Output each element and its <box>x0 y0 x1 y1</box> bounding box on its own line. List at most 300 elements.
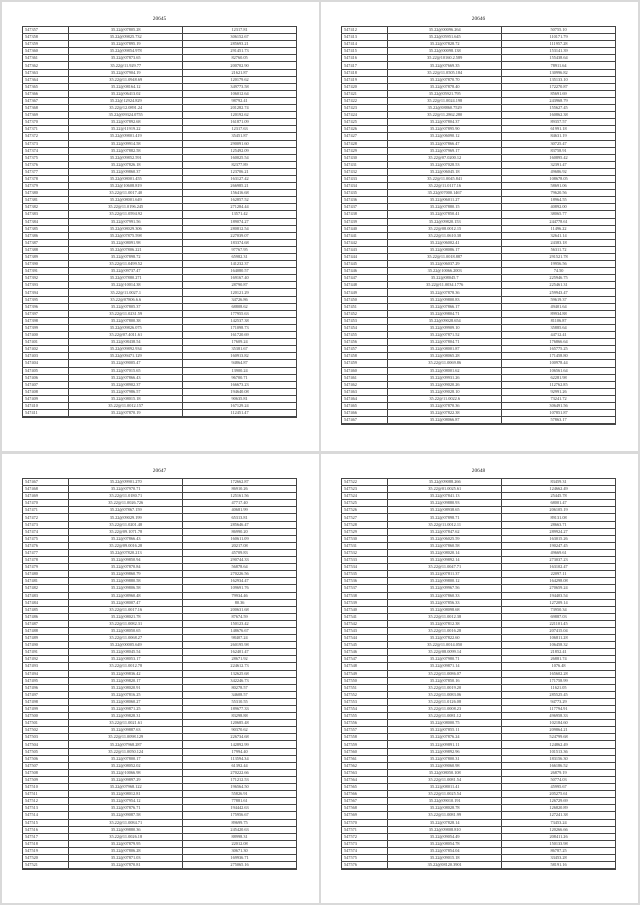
cell-id: 547499 <box>23 706 69 713</box>
cell-id: 547495 <box>23 677 69 684</box>
cell-amount: 65313.81 <box>183 514 297 521</box>
cell-coordinate: 35.22@08.0012.15 <box>388 225 502 232</box>
cell-amount: 92991.26 <box>502 388 616 395</box>
cell-amount: 291451.73 <box>183 48 297 55</box>
table-row <box>23 599 297 606</box>
cell-id: 547423 <box>342 105 388 112</box>
cell-amount: 225461.31 <box>502 282 616 289</box>
table-row <box>23 571 297 578</box>
cell-amount: 196564.50 <box>183 784 297 791</box>
cell-amount: 124662.49 <box>502 486 616 493</box>
table-row <box>342 649 616 656</box>
cell-amount: 289924.27 <box>502 528 616 535</box>
cell-coordinate: 35.22@07876.24 <box>388 734 502 741</box>
cell-id: 547527 <box>342 514 388 521</box>
table-row <box>23 232 297 239</box>
cell-coordinate: 35.22@11.0084.71 <box>69 819 183 826</box>
cell-id: 547378 <box>23 175 69 182</box>
cell-coordinate: 35.22@08164.12 <box>69 83 183 90</box>
cell-amount: 120121.29 <box>183 289 297 296</box>
cell-amount: 163102.47 <box>502 564 616 571</box>
cell-coordinate: 35.22@07980.71 <box>388 656 502 663</box>
cell-id: 547513 <box>23 805 69 812</box>
cell-coordinate: 35.22@09825.732 <box>69 34 183 41</box>
table-row <box>342 197 616 204</box>
cell-id: 547360 <box>23 48 69 55</box>
table-row <box>342 606 616 613</box>
cell-coordinate: 35.22@07811.37 <box>388 571 502 578</box>
table-row <box>342 599 616 606</box>
table-row <box>342 97 616 104</box>
cell-id: 547487 <box>23 620 69 627</box>
cell-id: 547406 <box>23 374 69 381</box>
table-row <box>342 557 616 564</box>
cell-amount: 126729.69 <box>502 798 616 805</box>
table-row <box>23 34 297 41</box>
table-row <box>23 140 297 147</box>
cell-coordinate: 35.22@07841.13 <box>388 493 502 500</box>
cell-coordinate: 35.22@08021.78 <box>69 613 183 620</box>
table-row <box>342 161 616 168</box>
table-row <box>23 635 297 642</box>
cell-amount: 111957.28 <box>502 41 616 48</box>
data-table <box>341 478 616 869</box>
cell-amount: 13571.42 <box>183 211 297 218</box>
cell-id: 547402 <box>23 346 69 353</box>
table-row <box>342 62 616 69</box>
cell-id: 547462 <box>342 381 388 388</box>
cell-id: 547379 <box>23 183 69 190</box>
cell-coordinate: 35.22@11.0083.06 <box>388 691 502 698</box>
cell-coordinate: 35.22@06045.18 <box>388 168 502 175</box>
cell-id: 547560 <box>342 748 388 755</box>
table-row <box>342 41 616 48</box>
cell-amount: 112451.47 <box>183 410 297 417</box>
cell-id: 547489 <box>23 635 69 642</box>
table-row <box>342 168 616 175</box>
cell-coordinate: 35.22@07866.17 <box>388 303 502 310</box>
cell-id: 547543 <box>342 627 388 634</box>
cell-id: 547428 <box>342 140 388 147</box>
cell-id: 547490 <box>23 642 69 649</box>
table-row <box>23 713 297 720</box>
cell-id: 547531 <box>342 542 388 549</box>
sheet-title: 20645 <box>152 16 167 22</box>
cell-amount: 135133.10 <box>502 76 616 83</box>
cell-id: 547417 <box>342 62 388 69</box>
cell-amount: 349773.58 <box>183 83 297 90</box>
cell-coordinate: 35.22@07970.71 <box>69 486 183 493</box>
table-row <box>342 310 616 317</box>
table-row <box>342 642 616 649</box>
table-row <box>342 147 616 154</box>
cell-id: 547416 <box>342 55 388 62</box>
cell-amount: 89357.57 <box>502 119 616 126</box>
cell-coordinate: 35.22@07805.28 <box>69 27 183 34</box>
cell-id: 547535 <box>342 571 388 578</box>
cell-amount: 58691.06 <box>502 183 616 190</box>
cell-coordinate: 35.22@09892.96 <box>388 748 502 755</box>
cell-coordinate: 35.22@07812.38 <box>388 620 502 627</box>
table-row <box>23 261 297 268</box>
table-row <box>342 862 616 869</box>
table-row <box>342 656 616 663</box>
cell-coordinate: 35.22@09028.654 <box>388 317 502 324</box>
cell-id: 547529 <box>342 528 388 535</box>
cell-coordinate: 35.22@01.0025.61 <box>388 486 502 493</box>
cell-amount: 306152.67 <box>183 34 297 41</box>
cell-coordinate: 35.22@11.0196.245 <box>69 204 183 211</box>
cell-coordinate: 35.22@11.0026.18 <box>69 833 183 840</box>
table-row <box>342 833 616 840</box>
cell-id: 547501 <box>23 720 69 727</box>
cell-coordinate: 35.22@07669.35 <box>388 62 502 69</box>
cell-coordinate: 35.22@08860.7529 <box>388 105 502 112</box>
table-row <box>23 346 297 353</box>
cell-amount: 24383.18 <box>502 239 616 246</box>
cell-coordinate: 35.22@08001.649 <box>69 197 183 204</box>
cell-coordinate: 35.22@09931.26 <box>388 374 502 381</box>
cell-id: 547385 <box>23 225 69 232</box>
cell-coordinate: 35.22@08960.48 <box>69 592 183 599</box>
cell-coordinate: 35.22@07855.11 <box>388 727 502 734</box>
cell-amount: 113594.34 <box>183 755 297 762</box>
cell-coordinate: 35.22@08020.91 <box>69 684 183 691</box>
data-table <box>22 26 297 417</box>
cell-amount: 205275.61 <box>502 791 616 798</box>
cell-id: 547388 <box>23 246 69 253</box>
table-row <box>23 190 297 197</box>
cell-coordinate: 35.22@07880.15 <box>388 204 502 211</box>
cell-coordinate: 35.22@09800.12 <box>388 578 502 585</box>
cell-id: 547528 <box>342 521 388 528</box>
cell-coordinate: 35.22@07870.84 <box>69 564 183 571</box>
cell-id: 547368 <box>23 105 69 112</box>
cell-amount: 189677.33 <box>183 706 297 713</box>
table-row <box>342 367 616 374</box>
cell-coordinate: 35.22@08001.455 <box>69 175 183 182</box>
table-row <box>342 183 616 190</box>
cell-id: 547453 <box>342 317 388 324</box>
table-row <box>23 197 297 204</box>
cell-id: 547517 <box>23 833 69 840</box>
cell-coordinate: 35.22@08001.62 <box>388 367 502 374</box>
table-row <box>342 762 616 769</box>
table-row <box>342 741 616 748</box>
cell-amount: 55826.91 <box>183 791 297 798</box>
cell-amount: 259943.47 <box>502 289 616 296</box>
cell-coordinate: 35.22@08000.75 <box>388 720 502 727</box>
cell-id: 547496 <box>23 684 69 691</box>
cell-id: 547558 <box>342 734 388 741</box>
cell-coordinate: 35.22@09808.810 <box>388 826 502 833</box>
cell-coordinate: 35.22@07870.36 <box>388 402 502 409</box>
cell-id: 547488 <box>23 627 69 634</box>
cell-amount: 169936.71 <box>183 854 297 861</box>
table-row <box>23 585 297 592</box>
cell-coordinate: 35.22@07986.57 <box>69 388 183 395</box>
cell-id: 547507 <box>23 762 69 769</box>
cell-amount: 102184.60 <box>502 720 616 727</box>
cell-amount: 175956.67 <box>183 812 297 819</box>
cell-id: 547454 <box>342 324 388 331</box>
cell-coordinate: 35.22@07870.19 <box>69 410 183 417</box>
cell-amount: 56311.72 <box>502 246 616 253</box>
cell-id: 547574 <box>342 847 388 854</box>
cell-coordinate: 35.22@07873.65 <box>69 55 183 62</box>
cell-id: 547372 <box>23 133 69 140</box>
table-row <box>23 840 297 847</box>
table-row <box>342 417 616 424</box>
table-row <box>342 410 616 417</box>
cell-id: 547478 <box>23 557 69 564</box>
cell-id: 547458 <box>342 353 388 360</box>
cell-id: 547420 <box>342 83 388 90</box>
cell-coordinate: 35.22@09054.49 <box>388 833 502 840</box>
cell-id: 547561 <box>342 755 388 762</box>
cell-amount: 17994.40 <box>183 748 297 755</box>
cell-coordinate: 35.22@07000.1467 <box>388 190 502 197</box>
table-row <box>23 500 297 507</box>
table-row <box>23 521 297 528</box>
cell-id: 547400 <box>23 332 69 339</box>
table-row <box>342 784 616 791</box>
cell-id: 547444 <box>342 254 388 261</box>
table-row <box>342 282 616 289</box>
table-row <box>342 812 616 819</box>
cell-id: 547505 <box>23 748 69 755</box>
cell-amount: 291521.78 <box>502 254 616 261</box>
cell-amount: 32641.14 <box>502 232 616 239</box>
cell-id: 547516 <box>23 826 69 833</box>
cell-coordinate: 35.22@07991.56 <box>69 218 183 225</box>
cell-amount: 172270.87 <box>502 83 616 90</box>
cell-amount: 69887.03 <box>502 613 616 620</box>
table-row <box>23 133 297 140</box>
cell-id: 547559 <box>342 741 388 748</box>
cell-id: 547464 <box>342 395 388 402</box>
cell-coordinate: 35.22@07805.37 <box>69 303 183 310</box>
cell-amount: 11621.05 <box>502 684 616 691</box>
table-row <box>342 620 616 627</box>
cell-amount: 26879.19 <box>502 769 616 776</box>
cell-id: 547552 <box>342 691 388 698</box>
table-row <box>23 275 297 282</box>
cell-coordinate: 35.22@11.0610.38 <box>388 232 502 239</box>
table-row <box>342 549 616 556</box>
table-row <box>23 225 297 232</box>
cell-coordinate: 35.22@11.0012.78 <box>69 663 183 670</box>
cell-amount: 275065.16 <box>183 862 297 869</box>
cell-amount: 30725.47 <box>502 140 616 147</box>
cell-amount: 155438.64 <box>502 55 616 62</box>
cell-amount: 94773.29 <box>502 698 616 705</box>
cell-amount: 160862.38 <box>502 112 616 119</box>
cell-id: 547408 <box>23 388 69 395</box>
cell-coordinate: 35.22@11.0505.184 <box>388 69 502 76</box>
cell-amount: 79934.46 <box>183 592 297 599</box>
table-row <box>23 549 297 556</box>
cell-amount: 155627.45 <box>502 105 616 112</box>
cell-coordinate: 35.22@06037.29 <box>388 261 502 268</box>
cell-id: 547395 <box>23 296 69 303</box>
cell-amount: 224612.73 <box>183 663 297 670</box>
cell-coordinate: 35.22@09087.58 <box>69 812 183 819</box>
cell-id: 547422 <box>342 97 388 104</box>
page-sheet-4 <box>321 454 638 903</box>
table-row <box>342 748 616 755</box>
cell-coordinate: 35.22@11.0050.124 <box>69 748 183 755</box>
cell-coordinate: 35.22@07822.60 <box>388 635 502 642</box>
table-row <box>342 34 616 41</box>
cell-id: 547503 <box>23 734 69 741</box>
cell-amount: 106458.32 <box>502 642 616 649</box>
cell-coordinate: 35.22@12924.829 <box>69 97 183 104</box>
cell-id: 547473 <box>23 521 69 528</box>
cell-coordinate: 35.22@11.0012.157 <box>69 402 183 409</box>
table-row <box>23 154 297 161</box>
page-sheet-1 <box>2 2 319 451</box>
cell-coordinate: 35.22@09880.58 <box>69 578 183 585</box>
cell-coordinate: 35.22@06011.27 <box>388 197 502 204</box>
table-row <box>342 303 616 310</box>
cell-coordinate: 35.22@07850.16 <box>388 677 502 684</box>
table-row <box>342 819 616 826</box>
cell-amount: 89699.75 <box>183 819 297 826</box>
cell-amount: 68001.47 <box>502 500 616 507</box>
page-sheet-2 <box>321 2 638 451</box>
cell-amount: 109691.76 <box>183 585 297 592</box>
cell-id: 547524 <box>342 493 388 500</box>
cell-id: 547477 <box>23 549 69 556</box>
table-row <box>342 48 616 55</box>
cell-amount: 153141.39 <box>502 48 616 55</box>
cell-amount: 206105.19 <box>502 507 616 514</box>
table-row <box>23 627 297 634</box>
table-row <box>23 613 297 620</box>
table-row <box>342 69 616 76</box>
cell-amount: 342246.73 <box>183 677 297 684</box>
table-row <box>23 388 297 395</box>
table-row <box>23 578 297 585</box>
cell-amount: 21621.87 <box>183 69 297 76</box>
cell-coordinate: 35.22@07850.41 <box>388 211 502 218</box>
cell-amount: 17609.24 <box>183 339 297 346</box>
table-row <box>23 395 297 402</box>
table-row <box>342 175 616 182</box>
cell-id: 547525 <box>342 500 388 507</box>
cell-coordinate: 35.22@07954.12 <box>69 798 183 805</box>
cell-amount: 266985.21 <box>183 183 297 190</box>
cell-coordinate: 35.22@09891.11 <box>388 741 502 748</box>
cell-id: 547433 <box>342 175 388 182</box>
table-row <box>23 507 297 514</box>
table-row <box>342 275 616 282</box>
table-row <box>23 514 297 521</box>
table-row <box>342 592 616 599</box>
cell-id: 547482 <box>23 585 69 592</box>
table-row <box>23 246 297 253</box>
table-row <box>23 268 297 275</box>
cell-id: 547401 <box>23 339 69 346</box>
table-row <box>23 324 297 331</box>
cell-amount: 12317.63 <box>183 126 297 133</box>
table-row <box>342 126 616 133</box>
cell-id: 547376 <box>23 161 69 168</box>
cell-amount: 163015.26 <box>502 535 616 542</box>
cell-id: 547445 <box>342 261 388 268</box>
table-row <box>23 289 297 296</box>
cell-id: 547389 <box>23 254 69 261</box>
table-row <box>23 218 297 225</box>
table-row <box>342 381 616 388</box>
cell-amount: 61991.18 <box>502 126 616 133</box>
cell-id: 547474 <box>23 528 69 535</box>
cell-id: 547429 <box>342 147 388 154</box>
cell-amount: 207415.04 <box>502 627 616 634</box>
cell-coordinate: 35.22@11.0499.52 <box>69 261 183 268</box>
cell-coordinate: 35.22@07800.17 <box>69 755 183 762</box>
cell-amount: 164298.08 <box>502 578 616 585</box>
cell-coordinate: 35.22@10066.2003 <box>388 268 502 275</box>
table-row <box>23 296 297 303</box>
cell-coordinate: 35.22@07028.53 <box>388 161 502 168</box>
table-row <box>23 677 297 684</box>
cell-id: 547364 <box>23 76 69 83</box>
cell-amount: 200702.90 <box>183 62 297 69</box>
cell-amount: 132625.68 <box>183 670 297 677</box>
cell-amount: 227039.07 <box>183 232 297 239</box>
cell-coordinate: 35.22@11.929.77 <box>69 62 183 69</box>
cell-amount: 183156.30 <box>502 755 616 762</box>
cell-id: 547367 <box>23 97 69 104</box>
cell-amount: 73950.34 <box>502 606 616 613</box>
cell-coordinate: 35.22@11.0594.92 <box>69 211 183 218</box>
table-row <box>342 585 616 592</box>
cell-id: 547413 <box>342 34 388 41</box>
table-row <box>342 734 616 741</box>
cell-coordinate: 35.22@08091.98 <box>69 239 183 246</box>
table-row <box>23 239 297 246</box>
table-row <box>342 218 616 225</box>
cell-coordinate: 35.22@08050.65 <box>69 627 183 634</box>
cell-amount: 62281.98 <box>502 374 616 381</box>
cell-coordinate: 35.22@09860.79 <box>69 571 183 578</box>
cell-id: 547512 <box>23 798 69 805</box>
cell-amount: 172662.87 <box>183 479 297 486</box>
cell-amount: 194640.08 <box>183 388 297 395</box>
cell-amount: 25445.78 <box>502 493 616 500</box>
cell-id: 547530 <box>342 535 388 542</box>
table-row <box>342 119 616 126</box>
cell-amount: 79620.56 <box>502 190 616 197</box>
cell-id: 547514 <box>23 812 69 819</box>
cell-id: 547555 <box>342 713 388 720</box>
table-row <box>342 289 616 296</box>
cell-id: 547569 <box>342 812 388 819</box>
table-row <box>342 339 616 346</box>
cell-amount: 88998.31 <box>183 833 297 840</box>
cell-id: 547500 <box>23 713 69 720</box>
cell-id: 547436 <box>342 197 388 204</box>
table-row <box>342 190 616 197</box>
cell-id: 547461 <box>342 374 388 381</box>
table-row <box>23 670 297 677</box>
cell-coordinate: 35.22@09828.31 <box>69 713 183 720</box>
cell-id: 547494 <box>23 670 69 677</box>
table-row <box>342 332 616 339</box>
cell-id: 547392 <box>23 275 69 282</box>
